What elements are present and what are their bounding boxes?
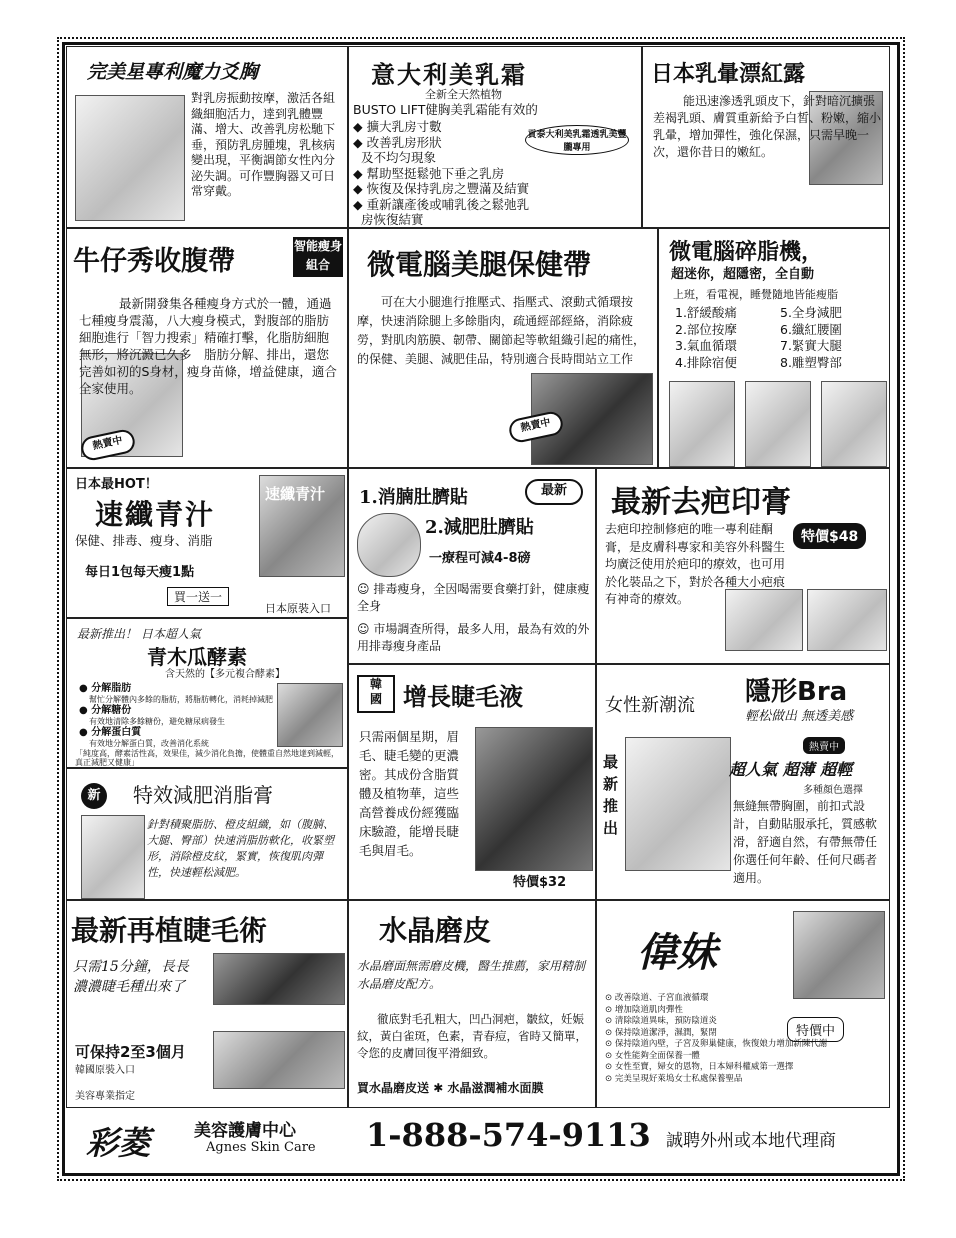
ad-side: 最新推出: [603, 753, 619, 837]
ad-lash-serum: [348, 664, 596, 900]
ad-title: 偉妹: [637, 929, 717, 976]
footer-name: 美容護膚中心: [194, 1121, 296, 1141]
new-badge: 最新: [525, 479, 583, 505]
eye-photo: [475, 727, 593, 871]
care-item-text: 保持陰道潔淨，濕潤，緊閉: [614, 1027, 717, 1038]
care-item-text: 完美呈現好萊塢女士私處保養聖品: [614, 1073, 743, 1084]
ad-title: 微電腦碎脂機，: [669, 239, 824, 265]
ad-top: 最新推出！ 日本超人氣: [77, 627, 201, 641]
ad-green-juice: [66, 468, 348, 618]
ad-body: 對乳房振動按摩，激活各組織細胞活力，達到乳體豐滿、增大、改善乳房松馳下垂，預防乳房腫塊，乳核病變出現，平衡調節女性內分泌失調。可作豐胸器又可日常穿戴。: [191, 91, 336, 198]
ad-title: 牛仔秀收腹帶: [73, 246, 235, 277]
ad-nipple-serum: [642, 46, 890, 228]
care-item: ⊙ 完美呈現好萊塢女士私處保養聖品: [605, 1073, 743, 1084]
ad-script: 只需15分鐘，長長濃濃睫毛種出來了: [73, 959, 189, 995]
care-item: ⊙ 保持陰道內壁，子宮及卵巢健康，恢復娘力增加新陳代謝: [605, 1039, 828, 1049]
ad-fat-burner: [658, 228, 890, 468]
star-icon: ✱: [429, 1081, 448, 1095]
ad-eyelash-graft: [66, 900, 348, 1108]
ad-italian-cream: [348, 46, 642, 228]
ad-title: 最新去疤印膏: [611, 485, 791, 520]
waist-photo-2: [745, 381, 811, 467]
enzyme-item-title: 分解脂肪: [91, 683, 132, 694]
footer-logo: 彩菱: [86, 1124, 151, 1162]
ad-lead: BUSTO LIFT健胸美乳霜能有效的: [353, 102, 538, 117]
hot-stamp: 熱賣中: [507, 410, 565, 445]
ad-body: 只需兩個星期，眉毛、睫毛變的更濃密。其成份含脂質體及植物華，這些高營養成份經獲臨床驗證，能增長睫毛與眉毛。: [359, 729, 460, 858]
care-item: ⊙ 改善陰道、子宮血液循環: [605, 993, 709, 1003]
hot-tag: 熱賣中: [803, 737, 845, 754]
benefit-item: 3.氣血循環: [675, 338, 737, 353]
belly-photo: [357, 513, 421, 577]
ad-body: 去疤印控制修疤的唯一專利硅酮膏，是皮膚科專家和美容外科醫生均廣泛使用於疤印的療效，也可用於化裝品之下，對於各種大小疤痕有神奇的療效。: [605, 522, 786, 606]
care-item: ⊙ 女性至寶，婦女的恩物，日本婦科權威第一選擇: [605, 1062, 794, 1072]
ad-title-1: 1.消腩肚臍貼: [359, 487, 468, 508]
bullet-text: 改善乳房形狀: [366, 134, 442, 150]
care-item-text: 女性能夠全面保養一體: [614, 1050, 700, 1061]
legs-photo: [81, 815, 145, 899]
ad-title: 意大利美乳霜: [371, 60, 527, 89]
ad-body: 可在大小腿進行推壓式、指壓式、滾動式循環按摩，快速消除腿上多餘脂肉，疏通經部經絡，消除疲勞，對肌肉筋膜、韌帶、關節起等軟組織引起的痛性，的保健、美腿、減肥佳品，特別適合長時間站立工作: [357, 295, 646, 366]
ad-foot-1: 買水晶磨皮送: [357, 1081, 430, 1095]
bullet-item: ◆ 重新讓產後或哺乳後之鬆弛乳: [353, 196, 530, 212]
enzyme-desc: 有效地分解蛋白質，改善消化系統: [89, 739, 209, 748]
benefit-item: 5.全身減肥: [780, 305, 842, 320]
ad-body: 能迅速滲透乳頭皮下，針對暗沉擴張差褐乳頭、膚質重新給予白皙、粉嫩，縮小乳暈，增加彈性，強化保濕，只需早晚一次，還你昔日的嫩紅。: [653, 94, 882, 159]
benefit-item: 4.排除宿便: [675, 354, 737, 370]
care-item: ⊙ 保持陰道潔淨，濕潤，緊閉: [605, 1027, 717, 1038]
enzyme-item-title: 分解糖份: [91, 705, 132, 716]
new-badge: 新: [81, 783, 107, 809]
ad-p1-text: 排毒瘦身，全因喝需要食藥打針，健康瘦全身: [357, 582, 590, 613]
bullet-item: ◆ 幫助堅挺鬆弛下垂之乳房: [353, 165, 505, 181]
ad-keep: 可保持2至3個月: [75, 1043, 186, 1061]
footer-hiring: 誠聘外州或本地代理商: [666, 1131, 836, 1151]
benefit-item: 1.舒緩酸痛: [675, 305, 737, 320]
benefit-item: 7.緊實大腿: [780, 338, 842, 353]
eyelash-photo-2: [213, 1031, 345, 1089]
price-tag: 特價$32: [513, 875, 567, 890]
face-photo-1: [725, 589, 803, 651]
ad-body: 無縫無帶胸圍，前扣式設計，自動貼服承托，質感軟滑，舒適自然，有帶無帶任你選任何年齡、任何尺碼者適用。: [733, 799, 878, 885]
care-item: ⊙ 清除陰道異味，預防陰道炎: [605, 1016, 717, 1026]
ad-title-2: 2.減肥肚臍貼: [425, 517, 534, 538]
product-bubble: 貢泰大利美乳霜透乳美豐朧專用: [525, 125, 629, 155]
enzyme-list: [79, 683, 275, 749]
footer-bar: [66, 1108, 890, 1166]
enzyme-item-title: 分解蛋白質: [91, 727, 142, 738]
price-tag: 特價$48: [793, 523, 866, 549]
ad-invisible-bra: [596, 664, 890, 900]
enzyme-foot: 「純度高，酵素活性高，效果佳，減少消化負擔，使體重自然地達到減輕，真正減肥又健康」: [75, 749, 339, 767]
footer-phone[interactable]: 1-888-574-9113: [366, 1116, 651, 1154]
ad-title: 青木瓜酵素: [147, 645, 247, 669]
bullet-item: ◆ 改善乳房形狀: [353, 134, 442, 150]
ad-title: 特效減肥消脂膏: [133, 783, 273, 807]
care-item-text: 女性至寶，婦女的恩物，日本婦科權威第一選擇: [614, 1062, 794, 1072]
enzyme-desc: 幫忙分解體內多餘的脂肪，將脂肪轉化，消耗掉減肥: [89, 695, 273, 704]
ad-title: 最新再植睫毛術: [71, 914, 268, 947]
ad-papaya-enzyme: [66, 618, 348, 768]
ad-leg-massager: [348, 228, 658, 468]
ad-body: 最新開發集各種瘦身方式於一體，通過七種瘦身震蕩，八大瘦身模式，對腹部的脂肪細胞進行「智力搜索」精確打擊，化脂肪細胞無形，將沉澱已久多 脂肪分解、排出，還您完善如初的S身材，瘦身苗條，增益健康，適合全家使用。: [79, 296, 337, 396]
ad-foot: 美容專業指定: [75, 1091, 135, 1102]
ad-foot-2: 水晶滋潤補水面膜: [447, 1081, 544, 1095]
bullet-text: 擴大乳房寸數: [366, 119, 442, 134]
care-list: [605, 993, 887, 1085]
ad-gift: 買一送一: [167, 587, 229, 606]
ad-sub: 含天然的【多元複合酵素】: [165, 669, 285, 680]
ad-slogan: 輕松做出 無透美感: [745, 709, 854, 724]
waist-photo-1: [669, 381, 735, 467]
juice-box-label: 速纖青汁: [265, 485, 326, 503]
ad-title: 微電腦美腿保健帶: [367, 248, 592, 281]
ad-title: 隱形Bra: [745, 677, 848, 707]
ad-colors: 多種顏色選擇: [803, 785, 863, 796]
enzyme-item: ● 分解脂肪: [79, 683, 132, 694]
ad-sub: 超迷你，超隱密，全自動: [671, 267, 815, 282]
ad-body: 針對積聚脂肪、橙皮組織，如（腹腩、大腿、臀部）快速消脂肪軟化，收緊塑形，消除橙皮紋，緊實，恢復肌肉彈性，快速輕松減肥。: [147, 818, 334, 879]
waist-photo-3: [821, 381, 887, 467]
product-tube-photo: [793, 911, 885, 999]
ad-lead: 上班，看電視，睡覺隨地皆能瘦脂: [673, 288, 838, 301]
ad-slimming-cream: [66, 768, 348, 900]
ad-p1: 水晶磨面無需磨皮機，醫生推薦，家用精制水晶磨皮配方。: [357, 959, 586, 991]
bullet-text: 幫助堅挺鬆弛下垂之乳房: [366, 165, 505, 181]
care-item: ⊙ 增加陰道肌肉彈性: [605, 1004, 683, 1015]
hot-stamp: 熱賣中: [79, 428, 137, 463]
ad-title: 增長睫毛液: [403, 682, 523, 711]
care-item: ⊙ 女性能夠全面保養一體: [605, 1050, 700, 1061]
benefit-item: 2.部位按摩: [675, 321, 737, 337]
bullet-item: [353, 212, 603, 228]
ad-feminine-care: [596, 900, 890, 1108]
benefit-item: 8.雕塑臀部: [780, 354, 842, 370]
bullet-text: 及不均匀現象: [360, 150, 436, 165]
bullet-text: 重新讓產後或哺乳後之鬆弛乳: [366, 196, 530, 212]
ad-crystal-peel: [348, 900, 596, 1108]
model-photo: [625, 737, 731, 871]
ad-p1: ☺ 排毒瘦身，全因喝需要食藥打針，健康瘦全身: [357, 582, 590, 613]
benefit-list: [675, 305, 885, 371]
ad-p2-text: 市場調查所得，最多人用，最為有效的外用排毒瘦身產品: [357, 622, 590, 653]
ad-p2: ☺ 市場調查所得，最多人用，最為有效的外用排毒瘦身產品: [357, 622, 590, 653]
care-item-text: 改善陰道、子宮血液循環: [614, 993, 709, 1003]
ad-p2: 徹底對毛孔粗大，凹凸洞疤，皺紋，妊娠紋，黃白雀斑，色素，青春痘，省時又簡單，令您的皮膚回復平滑細致。: [357, 1012, 587, 1060]
ad-title: 完美星專利魔力爻胸: [87, 61, 259, 83]
care-item-text: 保持陰道內壁，子宮及卵巢健康，恢復娘力增加新陳代謝: [614, 1039, 828, 1049]
ad-lead: 女性新潮流: [605, 695, 695, 716]
care-item-text: 增加陰道肌肉彈性: [614, 1004, 683, 1015]
benefit-item: 6.纖紅腰圍: [780, 321, 842, 337]
ad-foot: [357, 1079, 543, 1096]
ad-tag: 一療程可減4-8磅: [429, 551, 531, 566]
model-photo: [75, 95, 185, 221]
ad-note: 日本原裝入口: [265, 602, 331, 615]
ad-slimming-belt: [66, 228, 348, 468]
ad-bust-massager: [66, 46, 348, 228]
ad-navel-patch: [348, 468, 596, 664]
enzyme-item: ● 分解糖份: [79, 705, 132, 716]
face-photo-2: [807, 589, 887, 651]
kr-icon: 韓 國: [357, 675, 395, 713]
price-tag: 特價中: [787, 1017, 844, 1042]
ad-title: 水晶磨皮: [379, 914, 492, 947]
ad-origin: 韓國原裝入口: [75, 1065, 135, 1076]
ad-tag: 智能瘦身組合: [293, 237, 343, 277]
ad-title: 日本乳暈漂紅露: [651, 61, 806, 86]
care-item-text: 清除陰道異味，預防陰道炎: [614, 1016, 717, 1026]
ad-sub: 全新全天然植物: [425, 88, 502, 101]
enzyme-item: ● 分解蛋白質: [79, 727, 142, 738]
bullet-text: 房恢復結實: [360, 212, 424, 227]
bullet-item: ◆ 恢復及保持乳房之豐滿及結實: [353, 181, 530, 196]
enzyme-desc: 有效地清除多餘糖份，避免糖尿病發生: [89, 717, 225, 726]
bullet-text: 恢復及保持乳房之豐滿及結實: [366, 181, 530, 196]
ad-scar-gel: [596, 468, 890, 664]
eyelash-photo-1: [213, 953, 345, 1005]
ad-line2: 每日1包每天瘦1點: [85, 565, 195, 580]
ad-top: 日本最HOT！: [75, 477, 158, 492]
ad-title: 速纖青汁: [95, 498, 216, 531]
bullet-item: ◆ 擴大乳房寸數: [353, 119, 442, 134]
ad-line: 超人氣 超薄 超輕: [729, 760, 853, 779]
footer-en: Agnes Skin Care: [206, 1140, 316, 1155]
enzyme-box-photo: [277, 683, 343, 747]
ad-line1: 保健、排毒、瘦身、消脂: [75, 533, 213, 548]
